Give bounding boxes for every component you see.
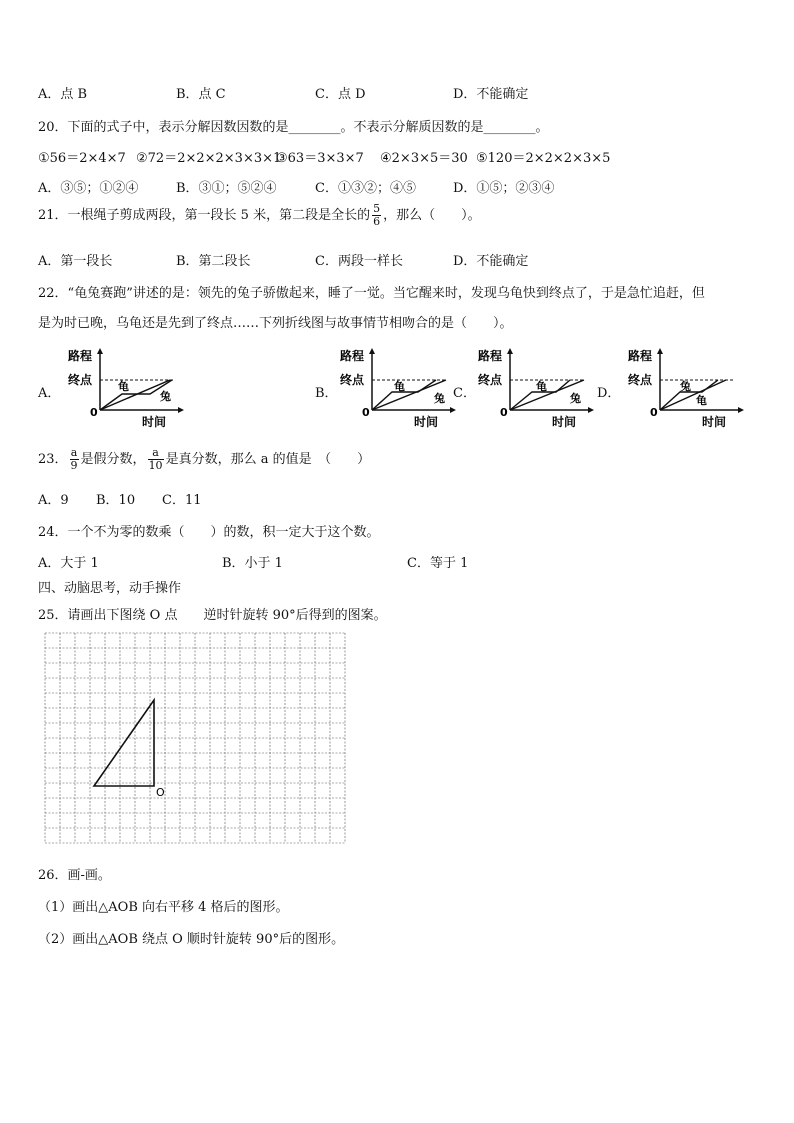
q21-text-after: ，那么（ ）。 — [383, 208, 481, 223]
graph-tortoise-label: 龟 — [696, 394, 707, 407]
q25-question: 25．请画出下图绕 O 点 逆时针旋转 90°后得到的图案。 — [38, 608, 387, 623]
graph-finish-label: 终点 — [628, 373, 653, 387]
q23-frac1-num: a — [70, 446, 78, 459]
q23-text-after: 是真分数，那么 a 的值是 （ ） — [165, 452, 371, 467]
graph-rabbit-label: 兔 — [680, 380, 691, 393]
q22-option-a-letter: A． — [38, 386, 61, 401]
grid-lines — [45, 633, 345, 843]
q20-option-d: D．①⑤；②③④ — [453, 181, 555, 196]
graph-tortoise-label: 龟 — [394, 380, 405, 393]
q21-option-a: A．第一段长 — [38, 254, 113, 269]
q25-triangle — [94, 700, 154, 786]
q26-sub2: （2）画出△AOB 绕点 O 顺时针旋转 90°后的图形。 — [38, 932, 345, 947]
q23-frac2-num: a — [148, 447, 164, 460]
graph-rabbit-label: 兔 — [160, 390, 171, 403]
graph-origin-label: 0 — [90, 406, 98, 419]
graph-finish-label: 终点 — [478, 373, 503, 387]
q19-option-a: A．点 B — [38, 87, 88, 102]
q20-item: ③63＝3×3×7 — [276, 151, 364, 166]
q20-option-a: A．③⑤；①②④ — [38, 181, 139, 196]
graph-finish-label: 终点 — [340, 373, 365, 387]
graph-tortoise-label: 龟 — [536, 380, 547, 393]
q21-option-c: C．两段一样长 — [315, 254, 403, 269]
graph-tortoise-label: 龟 — [118, 380, 129, 393]
q23-question — [38, 446, 370, 474]
q21-question — [38, 203, 481, 229]
q22-option-b-letter: B． — [315, 386, 338, 401]
q22-option-c-letter: C． — [453, 386, 476, 401]
q23-option-c: C．11 — [162, 493, 202, 508]
graph-x-label: 时间 — [552, 415, 577, 429]
q23-mid: 是假分数， — [80, 452, 146, 467]
q21-frac-den: 6 — [373, 215, 381, 228]
q23-number: 23． — [38, 452, 68, 467]
q21-frac-num: 5 — [373, 202, 381, 215]
q22-graph-c — [472, 346, 602, 430]
q21-option-b: B．第二段长 — [176, 254, 251, 269]
q20-item: ②72＝2×2×2×3×3×1 — [136, 151, 282, 166]
graph-rabbit-label: 兔 — [570, 392, 581, 405]
q26-title: 26．画-画。 — [38, 868, 111, 883]
graph-y-label: 路程 — [68, 349, 93, 363]
q20-item: ④2×3×5＝30 — [380, 151, 468, 166]
q25-grid — [44, 632, 346, 848]
q22-line2: 是为时已晚，乌龟还是先到了终点……下列折线图与故事情节相吻合的是（ ）。 — [38, 316, 513, 331]
q23-fraction-2 — [148, 447, 164, 472]
q22-graph-d — [622, 346, 752, 430]
q23-option-b: B．10 — [96, 493, 136, 508]
graph-finish-label: 终点 — [68, 373, 93, 387]
q26-sub1: （1）画出△AOB 向右平移 4 格后的图形。 — [38, 900, 289, 915]
graph-origin-label: 0 — [650, 406, 658, 419]
q19-option-d: D．不能确定 — [453, 87, 529, 102]
q21-option-d: D．不能确定 — [453, 254, 529, 269]
q25-point-o-label: O — [156, 786, 165, 799]
q22-graph-b — [334, 346, 464, 430]
q22-option-d-letter: D． — [597, 386, 621, 401]
q23-frac1-den: 9 — [70, 459, 78, 472]
q20-option-b: B．③①；⑤②④ — [176, 181, 277, 196]
q19-option-c: C．点 D — [315, 87, 366, 102]
q20-item: ⑤120＝2×2×2×3×5 — [476, 151, 611, 166]
q19-option-b: B．点 C — [176, 87, 226, 102]
graph-x-label: 时间 — [142, 415, 167, 429]
q20-option-c: C．①③②；④⑤ — [315, 181, 416, 196]
graph-origin-label: 0 — [500, 406, 508, 419]
q23-frac2-den: 10 — [148, 459, 163, 472]
graph-y-label: 路程 — [340, 349, 365, 363]
q20-question: 20．下面的式子中，表示分解因数因数的是________。不表示分解质因数的是________。 — [38, 120, 549, 135]
graph-y-label: 路程 — [628, 349, 653, 363]
q22-line1: 22．“龟兔赛跑”讲述的是：领先的兔子骄傲起来，睡了一觉。当它醒来时，发现乌龟快到终点了，于是急忙追赶，但 — [38, 286, 705, 301]
q20-item: ①56＝2×4×7 — [38, 151, 126, 166]
q24-option-c: C．等于 1 — [407, 556, 469, 571]
q23-fraction-1 — [70, 447, 79, 472]
graph-rabbit-label: 兔 — [434, 392, 445, 405]
q21-fraction — [372, 203, 381, 228]
graph-x-label: 时间 — [414, 415, 439, 429]
q22-graph-a — [62, 346, 192, 430]
section-title: 四、动脑思考，动手操作 — [38, 581, 182, 596]
q24-question: 24．一个不为零的数乘（ ）的数，积一定大于这个数。 — [38, 525, 380, 540]
graph-origin-label: 0 — [362, 406, 370, 419]
q24-option-a: A．大于 1 — [38, 556, 99, 571]
q21-text: 21．一根绳子剪成两段，第一段长 5 米，第二段是全长的 — [38, 208, 371, 223]
graph-y-label: 路程 — [478, 349, 503, 363]
q23-option-a: A．9 — [38, 493, 69, 508]
graph-x-label: 时间 — [702, 415, 727, 429]
q24-option-b: B．小于 1 — [222, 556, 283, 571]
